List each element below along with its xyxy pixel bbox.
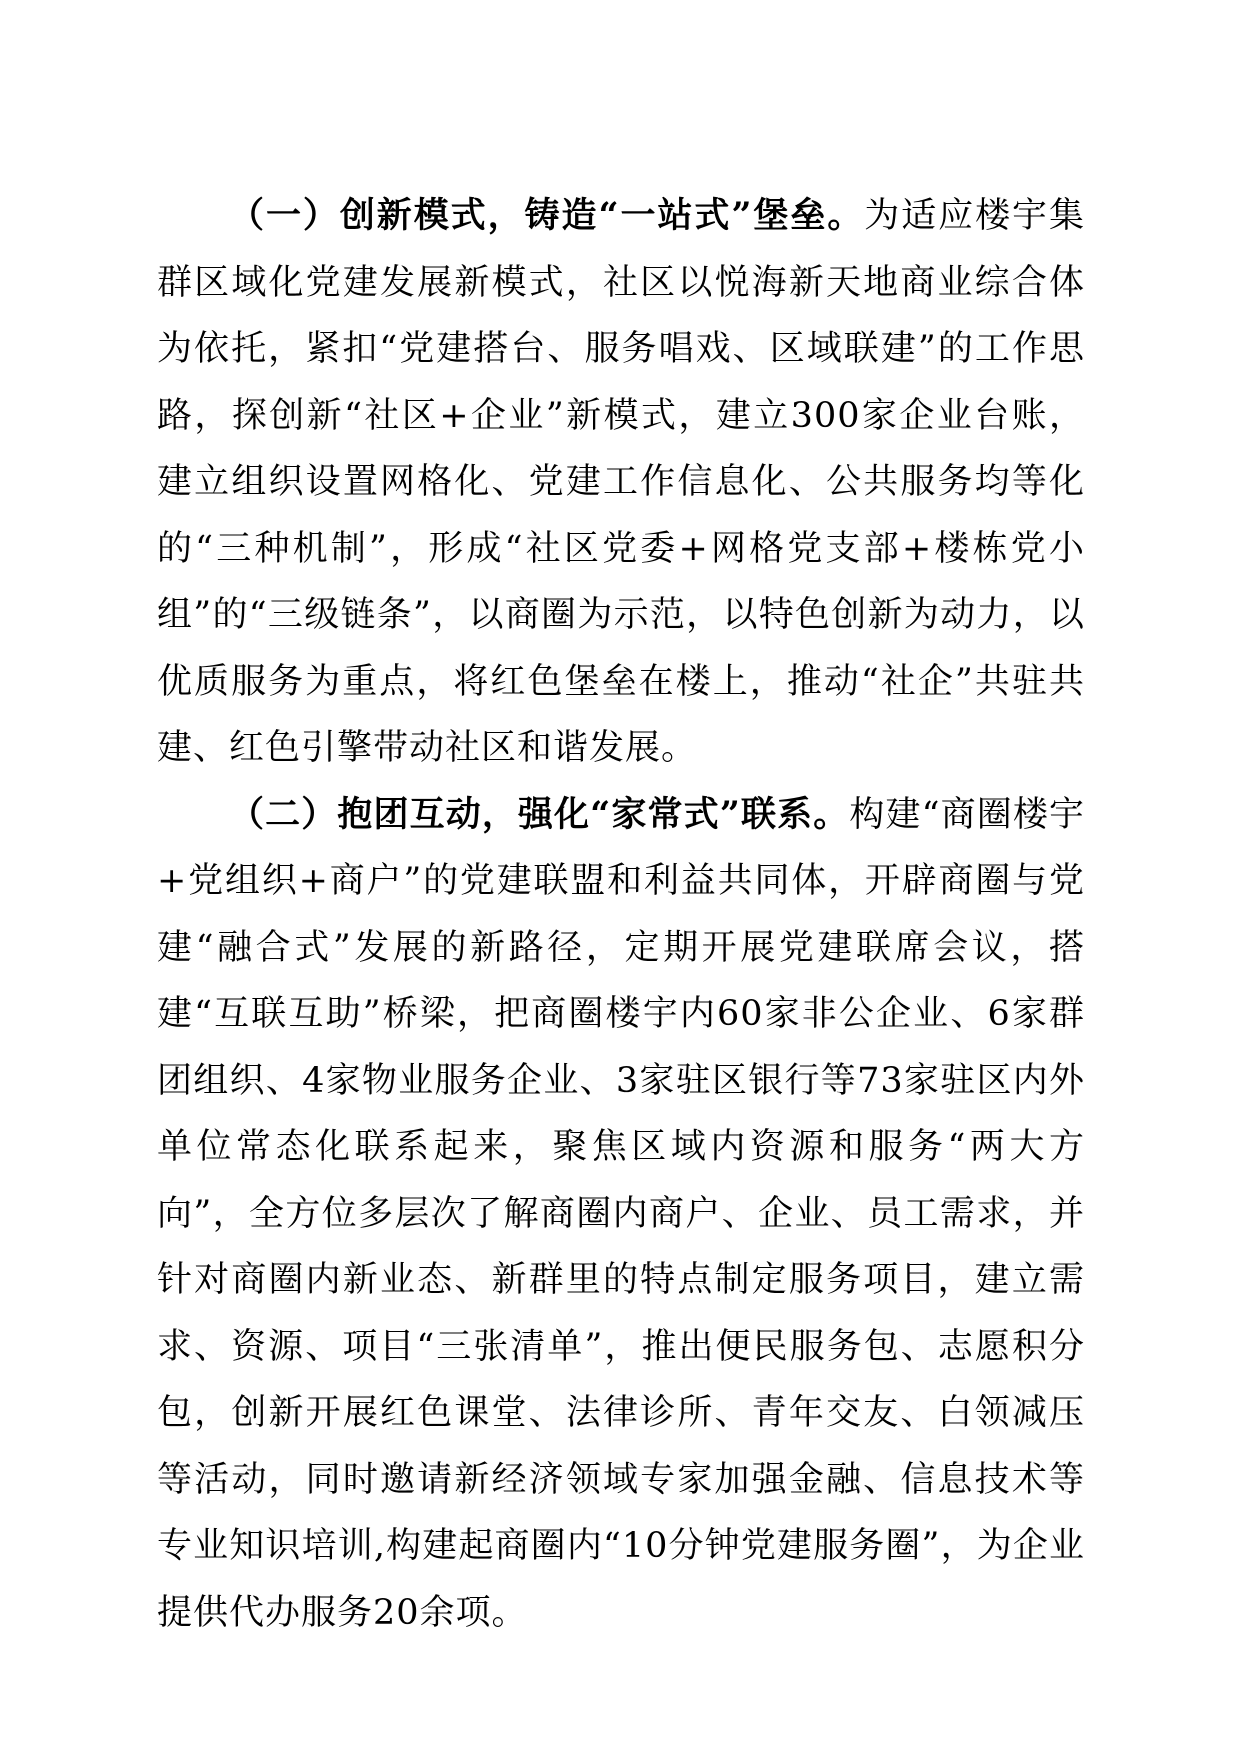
paragraph-1-heading: （一）创新模式，铸造“一站式”堡垒。 bbox=[229, 195, 865, 236]
paragraph-1-body: 为适应楼宇集群区域化党建发展新模式，社区以悦海新天地商业综合体为依托，紧扣“党建搭台、服务唱戏、区域联建”的工作思路，探创新“社区+企业”新模式，建立300家企业台账，建立组织设置网格化、党建工作信息化、公共服务均等化的“三种机制”，形成“社区党委+网格党支部+楼栋党小组”的“三级链条”，以商圈为示范，以特色创新为动力，以优质服务为重点，将红色堡垒在楼上，推动“社企”共驻共建、红色引擎带动社区和谐发展。 bbox=[157, 196, 1085, 768]
document-body bbox=[157, 183, 1085, 1646]
paragraph-1 bbox=[157, 183, 1085, 782]
paragraph-2 bbox=[157, 782, 1085, 1647]
paragraph-2-heading: （二）抱团互动，强化“家常式”联系。 bbox=[229, 793, 850, 835]
paragraph-2-body: 构建“商圈楼宇+党组织+商户”的党建联盟和利益共同体，开辟商圈与党建“融合式”发展的新路径，定期开展党建联席会议，搭建“互联互助”桥梁，把商圈楼宇内60家非公企业、6家群团组织、4家物业服务企业、3家驻区银行等73家驻区内外单位常态化联系起来，聚焦区域内资源和服务“两大方向”，全方位多层次了解商圈内商户、企业、员工需求，并针对商圈内新业态、新群里的特点制定服务项目，建立需求、资源、项目“三张清单”，推出便民服务包、志愿积分包，创新开展红色课堂、法律诊所、青年交友、白领减压等活动，同时邀请新经济领域专家加强金融、信息技术等专业知识培训,构建起商圈内“10分钟党建服务圈”，为企业提供代办服务20余项。 bbox=[157, 794, 1085, 1633]
